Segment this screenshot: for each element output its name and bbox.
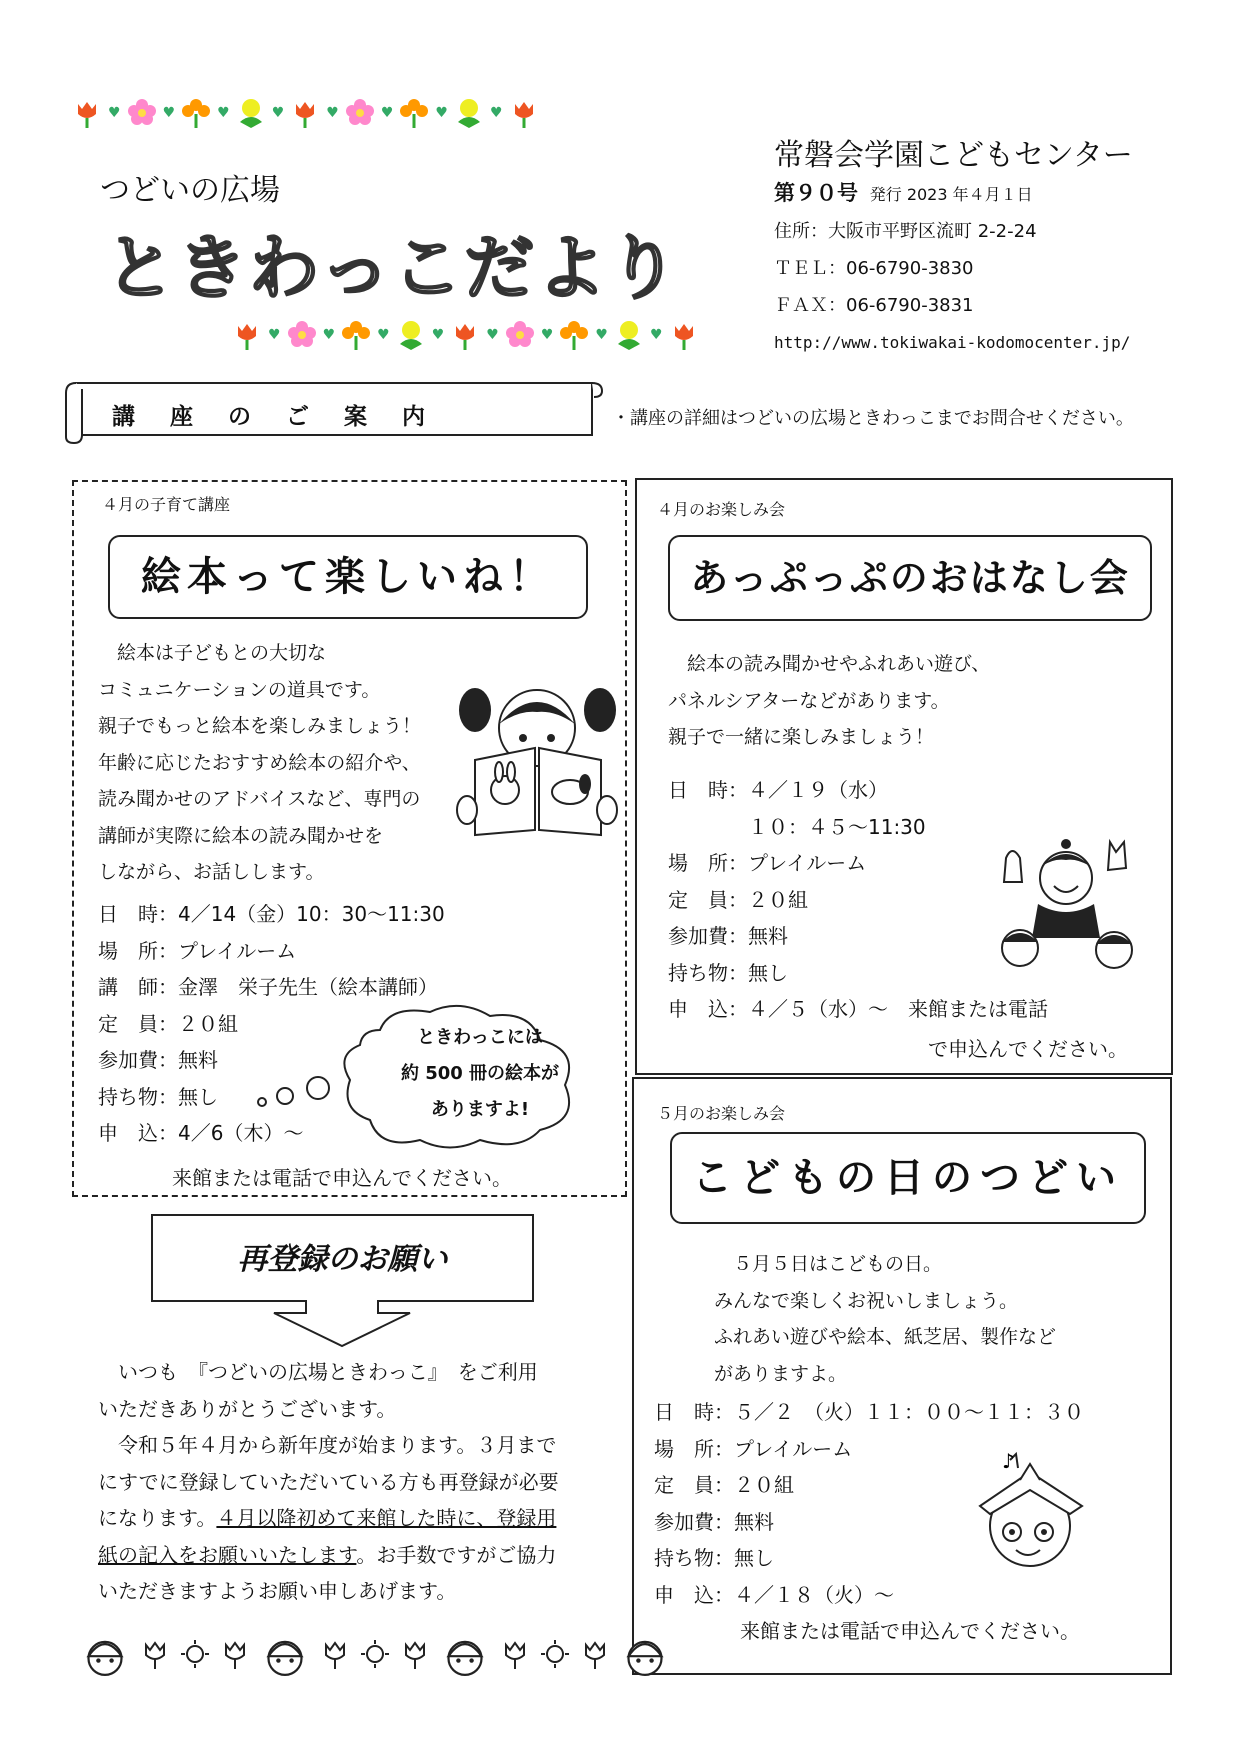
tulip-icon: [72, 98, 102, 128]
heart-icon: ♥: [108, 105, 121, 121]
fax: ＦＡＸ：06-6790-3831: [774, 295, 974, 316]
detail-apply: 申 込：４／５（水）～ 来館または電話: [668, 997, 1048, 1021]
bubble-text: [360, 1020, 600, 1128]
heart-icon: ♥: [162, 105, 176, 121]
detail-lecturer: 講 師：金澤 栄子先生（絵本講師）: [98, 975, 438, 999]
heart-icon: ♥: [380, 105, 394, 121]
text: いつも: [98, 1360, 198, 1384]
tulip-icon: [509, 98, 539, 128]
flower-border-top: [72, 98, 539, 128]
description-line: しながら、お話しします。: [98, 861, 325, 883]
website-link[interactable]: http://www.tokiwakai-kodomocenter.jp/: [774, 333, 1131, 352]
text: になります。: [98, 1506, 217, 1530]
flower-icon: [287, 320, 317, 350]
detail-fee: 参加費：無料: [654, 1509, 774, 1534]
heart-icon: ♥: [271, 105, 285, 121]
may-fun-apply-note: 来館または電話で申込んでください。: [740, 1619, 1080, 1643]
april-fun-description: [668, 646, 990, 756]
text: 令和５年４月から新年度が始まります。３月まで: [98, 1433, 557, 1457]
detail-fee: 参加費：無料: [98, 1048, 218, 1072]
tulip-icon: [450, 320, 480, 350]
heart-icon: ♥: [540, 327, 554, 343]
bubble-line: ときわっこには: [417, 1027, 543, 1048]
description-line: 絵本は子どもとの大切な: [98, 642, 327, 664]
heart-icon: ♥: [217, 105, 230, 121]
flower-icon: [454, 98, 484, 128]
description-line: がありますよ。: [714, 1362, 848, 1385]
issue-number: 第９０号: [774, 181, 858, 205]
may-fun-description: [714, 1246, 1056, 1392]
description-line: 講師が実際に絵本の読み聞かせを: [98, 824, 384, 847]
description-line: ５月５日はこどもの日。: [714, 1253, 943, 1275]
tulip-icon: [320, 1639, 350, 1669]
april-fun-title: あっぷっぷのおはなし会: [668, 535, 1152, 621]
tulip-icon: [220, 1639, 250, 1669]
text: をご利用: [437, 1360, 538, 1384]
flower-icon: [181, 98, 211, 128]
space-name: 『つどいの広場ときわっこ』: [198, 1360, 438, 1384]
detail-time: １０：４５～11:30: [668, 814, 926, 839]
tulip-icon: [290, 98, 320, 128]
april-course-label: ４月の子育て講座: [102, 495, 231, 514]
text: にすでに登録していただいている方も再登録が必要: [98, 1469, 559, 1494]
april-course-description: [98, 635, 421, 891]
flower-icon: [127, 98, 157, 128]
april-course-title: 絵本って楽しいね！: [108, 535, 588, 619]
bubble-line: ありますよ!: [430, 1099, 530, 1120]
description-line: 年齢に応じたおすすめ絵本の紹介や、: [98, 751, 421, 774]
flower-icon: [559, 320, 589, 350]
detail-belongings: 持ち物：無し: [98, 1084, 218, 1109]
tel: ＴＥＬ：06-6790-3830: [774, 258, 974, 279]
flower-icon: [505, 320, 535, 350]
kabuto-child-illustration: [960, 1450, 1095, 1570]
heart-icon: ♥: [595, 327, 608, 343]
svg-text:♪: ♪: [1002, 1449, 1015, 1473]
may-fun-label: ５月のお楽しみ会: [657, 1104, 786, 1123]
detail-date: 日 時：4／14（金）10：30～11:30: [98, 902, 445, 926]
text: いただきありがとうございます。: [98, 1396, 397, 1421]
heart-icon: ♥: [431, 327, 445, 343]
child-face-icon: [440, 1632, 490, 1676]
heart-icon: ♥: [435, 105, 448, 121]
tulip-icon: [580, 1639, 610, 1669]
reregister-title: 再登録のお願い: [237, 1242, 448, 1277]
description-line: 親子でもっと絵本を楽しみましょう！: [98, 715, 422, 737]
child-face-icon: [620, 1632, 670, 1676]
april-fun-label: ４月のお楽しみ会: [657, 500, 786, 519]
heart-icon: ♥: [268, 327, 281, 343]
sun-icon: [180, 1639, 210, 1669]
girl-reading-illustration: [455, 680, 620, 835]
description-line: 絵本の読み聞かせやふれあい遊び、: [668, 653, 991, 675]
heart-icon: ♥: [489, 105, 503, 121]
tulip-icon: [140, 1639, 170, 1669]
april-fun-apply-note: で申込んでください。: [928, 1037, 1128, 1061]
tulip-icon: [669, 320, 699, 350]
underlined-request: ４月以降初めて来館した時に、登録用: [216, 1506, 557, 1530]
flower-icon: [236, 98, 266, 128]
detail-date: 日 時：４／１９（水）: [668, 778, 888, 802]
reregister-body: [98, 1354, 559, 1610]
flower-icon: [614, 320, 644, 350]
detail-place: 場 所：プレイルーム: [98, 938, 297, 963]
description-line: コミュニケーションの道具です。: [98, 678, 381, 701]
flower-icon: [396, 320, 426, 350]
underlined-request: 紙の記入をお願いいたします: [98, 1542, 357, 1567]
flower-icon: [341, 320, 371, 350]
detail-belongings: 持ち物：無し: [654, 1546, 774, 1570]
flower-icon: [399, 98, 429, 128]
org-name: 常磐会学園こどもセンター: [774, 138, 1133, 173]
tulip-icon: [232, 320, 262, 350]
heart-icon: ♥: [377, 327, 390, 343]
sun-icon: [360, 1639, 390, 1669]
text: いただきますようお願い申しあげます。: [98, 1579, 457, 1603]
heart-icon: ♥: [322, 327, 336, 343]
detail-date: 日 時：５／２ （火）１１：００～１１：３０: [654, 1400, 1084, 1424]
newsletter-subtitle: つどいの広場: [100, 173, 280, 208]
may-fun-title: こどもの日のつどい: [670, 1132, 1146, 1224]
bubble-line: 約 500 冊の絵本が: [400, 1063, 560, 1084]
course-heading: 講 座 の ご 案 内: [112, 404, 431, 430]
text: 。お手数ですがご協力: [356, 1542, 557, 1567]
detail-apply: 申 込：４／１８（火）～: [654, 1582, 894, 1607]
issue-date: 発行 2023 年４月１日: [869, 185, 1033, 204]
heart-icon: ♥: [326, 105, 339, 121]
description-line: みんなで楽しくお祝いしましょう。: [714, 1289, 1019, 1312]
heart-icon: ♥: [486, 327, 499, 343]
detail-apply: 申 込：4／6（木）～: [98, 1121, 304, 1145]
tulip-icon: [500, 1639, 530, 1669]
heart-icon: ♥: [649, 327, 663, 343]
puppet-show-illustration: [990, 838, 1140, 978]
newsletter-title: ときわっこだより: [105, 227, 681, 309]
tulip-icon: [400, 1639, 430, 1669]
sun-icon: [540, 1639, 570, 1669]
org-info: [774, 175, 1130, 361]
description-line: 親子で一緒に楽しみましょう！: [668, 726, 935, 748]
detail-capacity: 定 員：２０組: [654, 1473, 794, 1497]
course-note: ・講座の詳細はつどいの広場ときわっこまでお問合せください。: [612, 408, 1134, 429]
detail-capacity: 定 員：２０組: [98, 1011, 238, 1036]
child-face-icon: [260, 1632, 310, 1676]
description-line: ふれあい遊びや絵本、紙芝居、製作など: [714, 1326, 1057, 1348]
flower-border-middle: [232, 320, 699, 350]
detail-fee: 参加費：無料: [668, 924, 788, 948]
decoration-border-bottom: [80, 1632, 670, 1676]
description-line: 読み聞かせのアドバイスなど、専門の: [98, 788, 421, 810]
detail-place: 場 所：プレイルーム: [654, 1436, 853, 1461]
child-face-icon: [80, 1632, 130, 1676]
address: 住所：大阪市平野区流町 2-2-24: [774, 221, 1037, 242]
detail-place: 場 所：プレイルーム: [668, 851, 867, 875]
april-course-apply-note: 来館または電話で申込んでください。: [172, 1166, 512, 1190]
flower-icon: [345, 98, 375, 128]
detail-capacity: 定 員：２０組: [668, 887, 808, 912]
description-line: パネルシアターなどがあります。: [668, 689, 950, 712]
detail-belongings: 持ち物：無し: [668, 960, 788, 985]
